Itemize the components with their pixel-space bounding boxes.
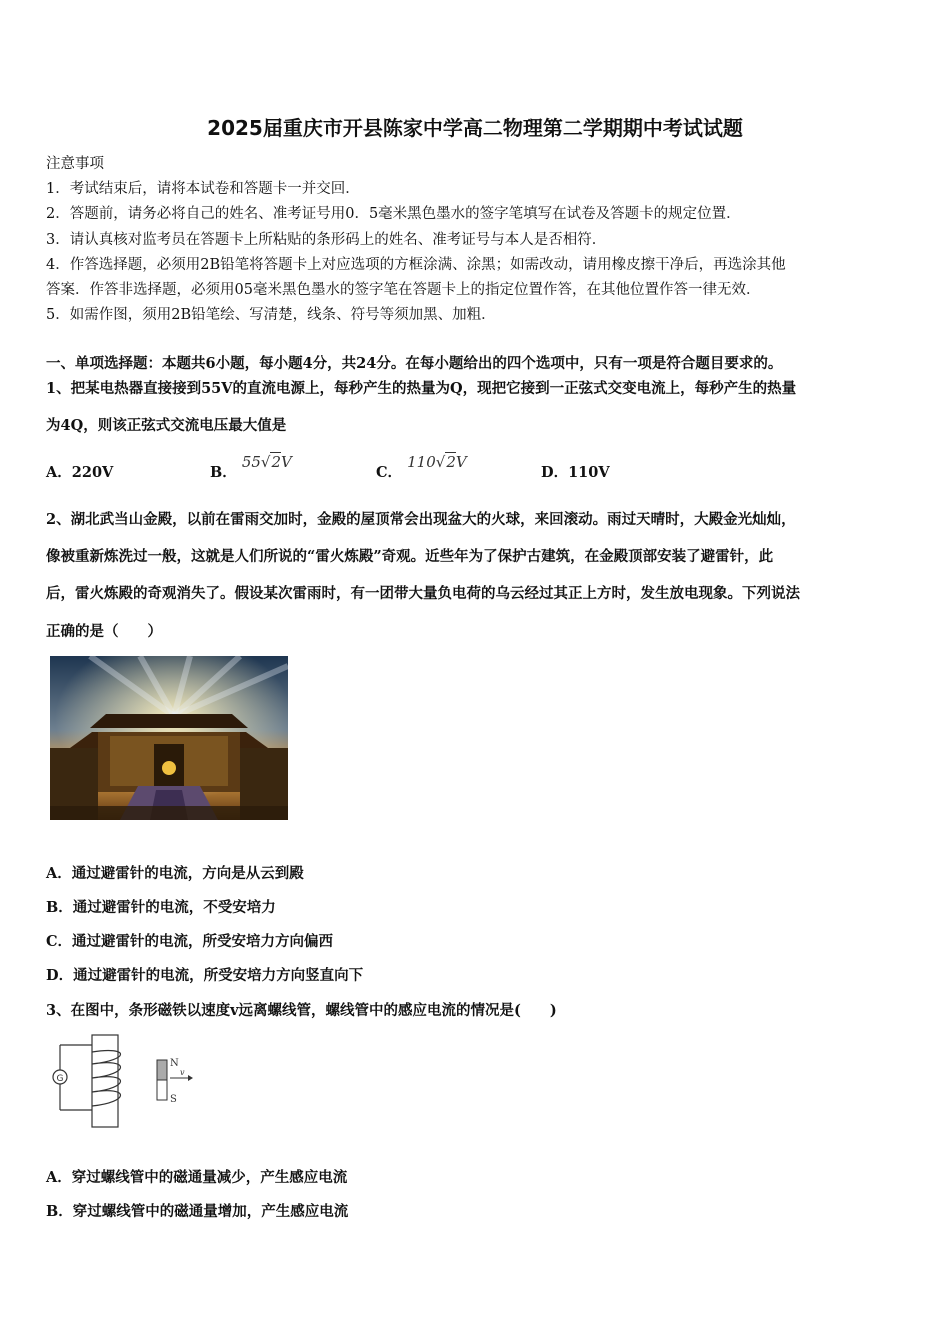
q2-option-b: B．通过避雷针的电流，不受安培力 [46, 899, 276, 916]
option-label: B． [210, 464, 237, 481]
q1-option-b [210, 453, 292, 482]
note-item: 4．作答选择题，必须用2B铅笔将答题卡上对应选项的方框涂满、涂黑；如需改动，请用橡皮擦干净后，再选涂其他 [46, 257, 786, 273]
q1-option-a [46, 461, 113, 482]
arrow-head-icon [188, 1075, 193, 1081]
magnet-north [157, 1060, 167, 1080]
section-heading: 一、单项选择题：本题共6小题，每小题4分，共24分。在每小题给出的四个选项中，只有一项是符合题目要求的。 [46, 355, 783, 372]
galvanometer-label: G [56, 1074, 64, 1084]
formula-coef: 110 [407, 453, 436, 471]
q2-option-d: D．通过避雷针的电流，所受安培力方向竖直向下 [46, 967, 364, 984]
q1-option-c [376, 453, 467, 482]
question-2-stem: 2、湖北武当山金殿，以前在雷雨交加时，金殿的屋顶常会出现盆大的火球，来回滚动。雨过天晴时，大殿金光灿灿， [46, 511, 796, 528]
option-formula: 110√2V [407, 453, 467, 471]
formula-radicand: 2 [271, 453, 282, 471]
q2-option-a: A．通过避雷针的电流，方向是从云到殿 [46, 865, 304, 882]
q1-option-d [541, 461, 610, 482]
note-item: 答案．作答非选择题，必须用05毫米黑色墨水的签字笔在答题卡上的指定位置作答，在其他位置作答一律无效． [46, 282, 761, 298]
option-label: D． [541, 464, 569, 481]
question-2-stem-cont: 后，雷火炼殿的奇观消失了。假设某次雷雨时，有一团带大量负电荷的乌云经过其正上方时，发生放电现象。下列说法 [46, 585, 800, 602]
note-item: 2．答题前，请务必将自己的姓名、准考证号用0．5毫米黑色墨水的签字笔填写在试卷及答题卡的规定位置． [46, 206, 741, 222]
question-1-stem: 1、把某电热器直接接到55V的直流电源上，每秒产生的热量为Q，现把它接到一正弦式交变电流上，每秒产生的热量 [46, 380, 797, 397]
formula-coef: 55 [241, 453, 261, 471]
option-value: 220V [71, 464, 114, 481]
solenoid-core [92, 1035, 118, 1127]
notes-heading: 注意事项 [46, 156, 104, 172]
question-2-stem-cont: 像被重新炼洗过一般，这就是人们所说的“雷火炼殿”奇观。近些年为了保护古建筑，在金殿顶部安装了避雷针，此 [46, 548, 774, 565]
note-item: 1．考试结束后，请将本试卷和答题卡一并交回． [46, 181, 360, 197]
velocity-label: v [180, 1068, 185, 1077]
formula-radicand: 2 [446, 453, 456, 471]
q3-option-a: A．穿过螺线管中的磁通量减少，产生感应电流 [46, 1169, 348, 1186]
question-3-stem: 3、在图中，条形磁铁以速度v远离螺线管，螺线管中的感应电流的情况是( ) [46, 1002, 557, 1019]
question-1-stem-cont: 为4Q，则该正弦式交流电压最大值是 [46, 417, 287, 434]
circuit-figure [46, 1030, 196, 1130]
option-label: C． [376, 464, 403, 481]
south-label: S [170, 1094, 177, 1105]
magnet-south [157, 1080, 167, 1100]
temple-image [50, 656, 288, 820]
option-label: A． [46, 464, 72, 481]
solenoid-coil [92, 1051, 121, 1106]
note-item: 3．请认真核对监考员在答题卡上所粘贴的条形码上的姓名、准考证号与本人是否相符． [46, 232, 607, 248]
option-value: 110V [568, 464, 610, 481]
formula-unit: V [281, 453, 292, 471]
note-item: 5．如需作图，须用2B铅笔绘、写清楚，线条、符号等须加黑、加粗． [46, 307, 496, 323]
north-label: N [170, 1058, 179, 1069]
solenoid-diagram [46, 1030, 196, 1130]
question-2-stem-cont: 正确的是（ ） [46, 623, 162, 640]
q3-option-b: B．穿过螺线管中的磁通量增加，产生感应电流 [46, 1203, 349, 1220]
page-title: 2025届重庆市开县陈家中学高二物理第二学期期中考试试题 [207, 116, 743, 140]
golden-hall-photo [50, 656, 288, 820]
option-formula: 55√2V [241, 453, 292, 471]
formula-unit: V [455, 453, 467, 471]
q2-option-c: C．通过避雷针的电流，所受安培力方向偏西 [46, 933, 334, 950]
